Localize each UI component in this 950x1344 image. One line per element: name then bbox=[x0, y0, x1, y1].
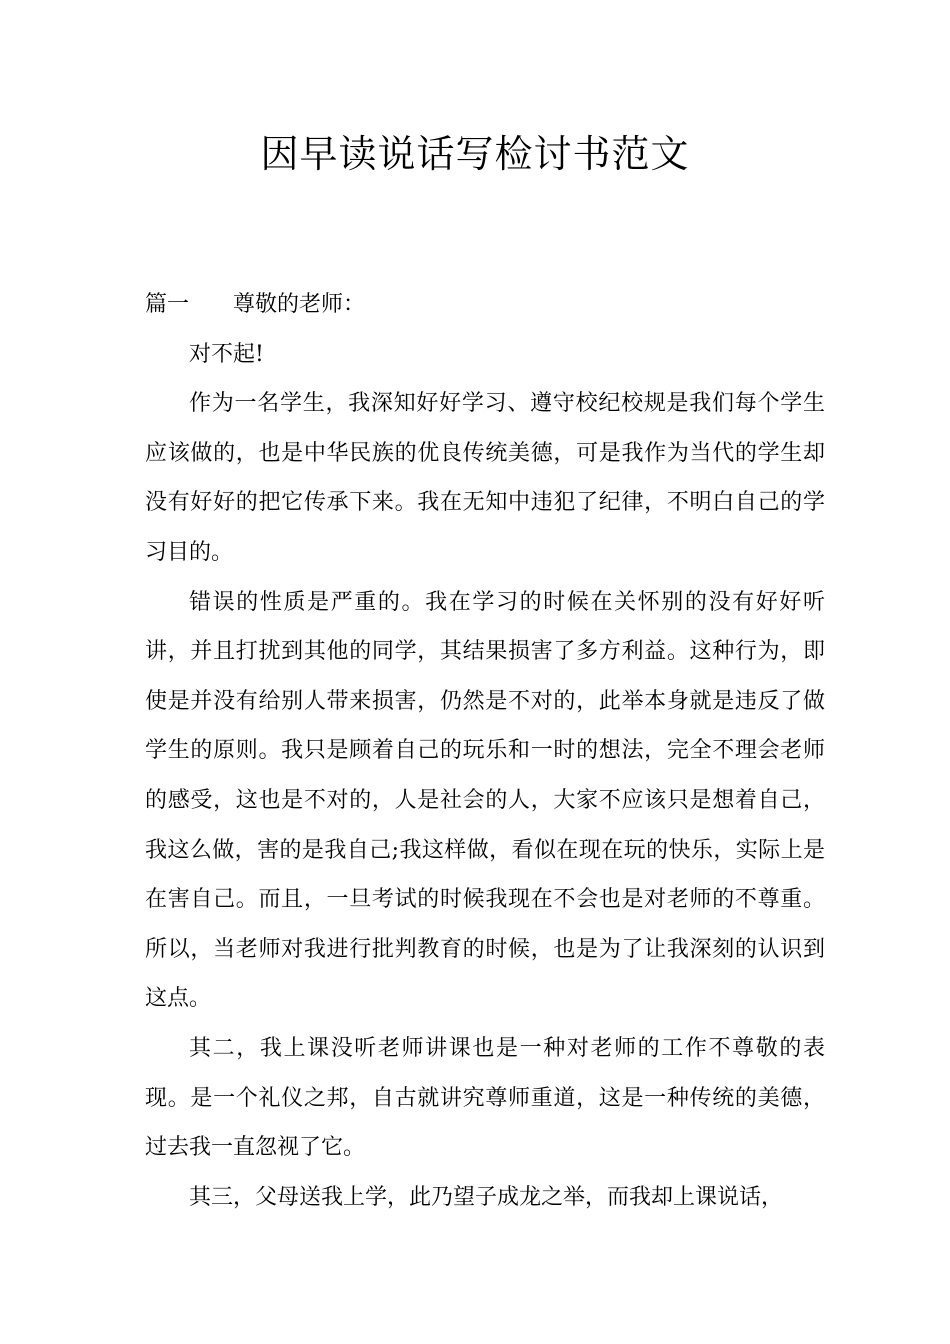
paragraph-1: 作为一名学生，我深知好好学习、遵守校纪校规是我们每个学生应该做的，也是中华民族的优良传统美德，可是我作为当代的学生却没有好好的把它传承下来。我在无知中违犯了纪律，不明白自己的学习目的。 bbox=[145, 391, 825, 565]
section-label: 篇一 bbox=[145, 292, 190, 317]
document-title: 因早读说话写检讨书范文 bbox=[260, 132, 690, 176]
paragraph-3: 其二，我上课没听老师讲课也是一种对老师的工作不尊敬的表现。是一个礼仪之邦，自古就讲究尊师重道，这是一种传统的美德，过去我一直忽视了它。 bbox=[145, 1035, 825, 1161]
salutation: 尊敬的老师： bbox=[233, 292, 366, 317]
paragraph-apology: 对不起! bbox=[189, 341, 264, 367]
section-heading bbox=[145, 280, 825, 330]
paragraph-4: 其三，父母送我上学，此乃望子成龙之举，而我却上课说话， bbox=[189, 1184, 784, 1210]
paragraph-2: 错误的性质是严重的。我在学习的时候在关怀别的没有好好听讲，并且打扰到其他的同学，其结果损害了多方利益。这种行为，即使是并没有给别人带来损害，仍然是不对的，此举本身就是违反了做学生的原则。我只是顾着自己的玩乐和一时的想法，完全不理会老师的感受，这也是不对的，人是社会的人，大家不应该只是想着自己，我这么做，害的是我自己;我这样做，看似在现在玩的快乐，实际上是在害自己。而且，一旦考试的时候我现在不会也是对老师的不尊重。所以，当老师对我进行批判教育的时候，也是为了让我深刻的认识到这点。 bbox=[145, 589, 825, 1012]
document-body bbox=[145, 280, 825, 1222]
